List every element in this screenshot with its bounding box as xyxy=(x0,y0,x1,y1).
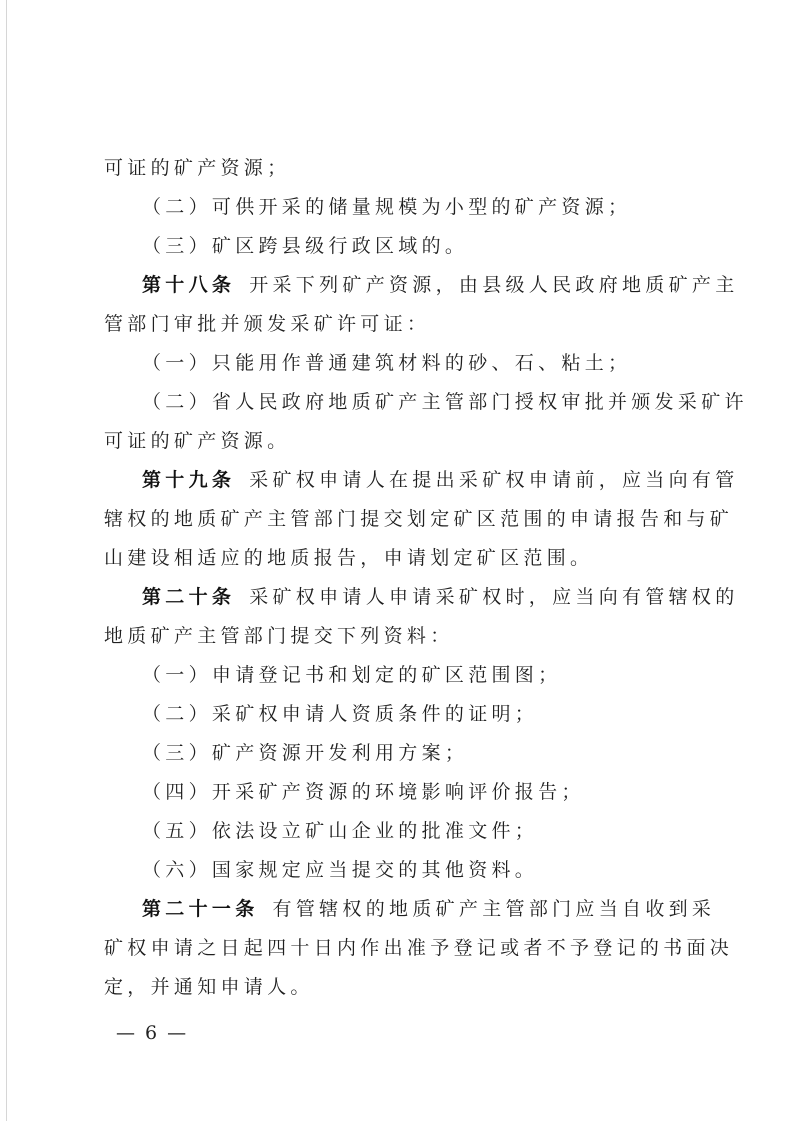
text-line: 地质矿产主管部门提交下列资料： xyxy=(104,625,454,647)
text-line: （一）申请登记书和划定的矿区范围图； xyxy=(142,664,562,686)
text-line: 可证的矿产资源； xyxy=(104,157,291,179)
text-line: （二）省人民政府地质矿产主管部门授权审批并颁发采矿许 xyxy=(142,391,748,413)
text-line: 辖权的地质矿产主管部门提交划定矿区范围的申请报告和与矿 xyxy=(104,508,734,530)
text-line: （三）矿产资源开发利用方案； xyxy=(142,742,469,764)
text-line: 管部门审批并颁发采矿许可证： xyxy=(104,313,431,335)
article-heading: 第二十一条 xyxy=(142,898,259,920)
text-line: 开采下列矿产资源，由县级人民政府地质矿产主 xyxy=(249,274,739,296)
scan-edge-line xyxy=(6,0,7,1121)
text-line: 采矿权申请人在提出采矿权申请前，应当向有管 xyxy=(249,469,739,491)
article-heading: 第十八条 xyxy=(142,274,236,296)
article-19-paragraph xyxy=(142,467,739,493)
article-heading: 第二十条 xyxy=(142,586,236,608)
page-number: — 6 — xyxy=(116,1022,189,1044)
text-line: （二）可供开采的储量规模为小型的矿产资源； xyxy=(142,196,632,218)
text-line: 定，并通知申请人。 xyxy=(104,976,314,998)
text-line: （五）依法设立矿山企业的批准文件； xyxy=(142,820,539,842)
text-line: 可证的矿产资源。 xyxy=(104,430,291,452)
text-line: 有管辖权的地质矿产主管部门应当自收到采 xyxy=(272,898,716,920)
article-20-paragraph xyxy=(142,584,739,610)
article-21-paragraph xyxy=(142,896,732,922)
text-line: 山建设相适应的地质报告，申请划定矿区范围。 xyxy=(104,547,594,569)
text-line: （二）采矿权申请人资质条件的证明； xyxy=(142,703,539,725)
text-line: （六）国家规定应当提交的其他资料。 xyxy=(142,859,539,881)
text-line: （四）开采矿产资源的环境影响评价报告； xyxy=(142,781,585,803)
text-line: （一）只能用作普通建筑材料的砂、石、粘土； xyxy=(142,352,632,374)
text-line: （三）矿区跨县级行政区域的。 xyxy=(142,235,469,257)
article-18-paragraph xyxy=(142,272,739,298)
article-heading: 第十九条 xyxy=(142,469,236,491)
text-line: 采矿权申请人申请采矿权时，应当向有管辖权的 xyxy=(249,586,739,608)
text-line: 矿权申请之日起四十日内作出准予登记或者不予登记的书面决 xyxy=(104,937,734,959)
